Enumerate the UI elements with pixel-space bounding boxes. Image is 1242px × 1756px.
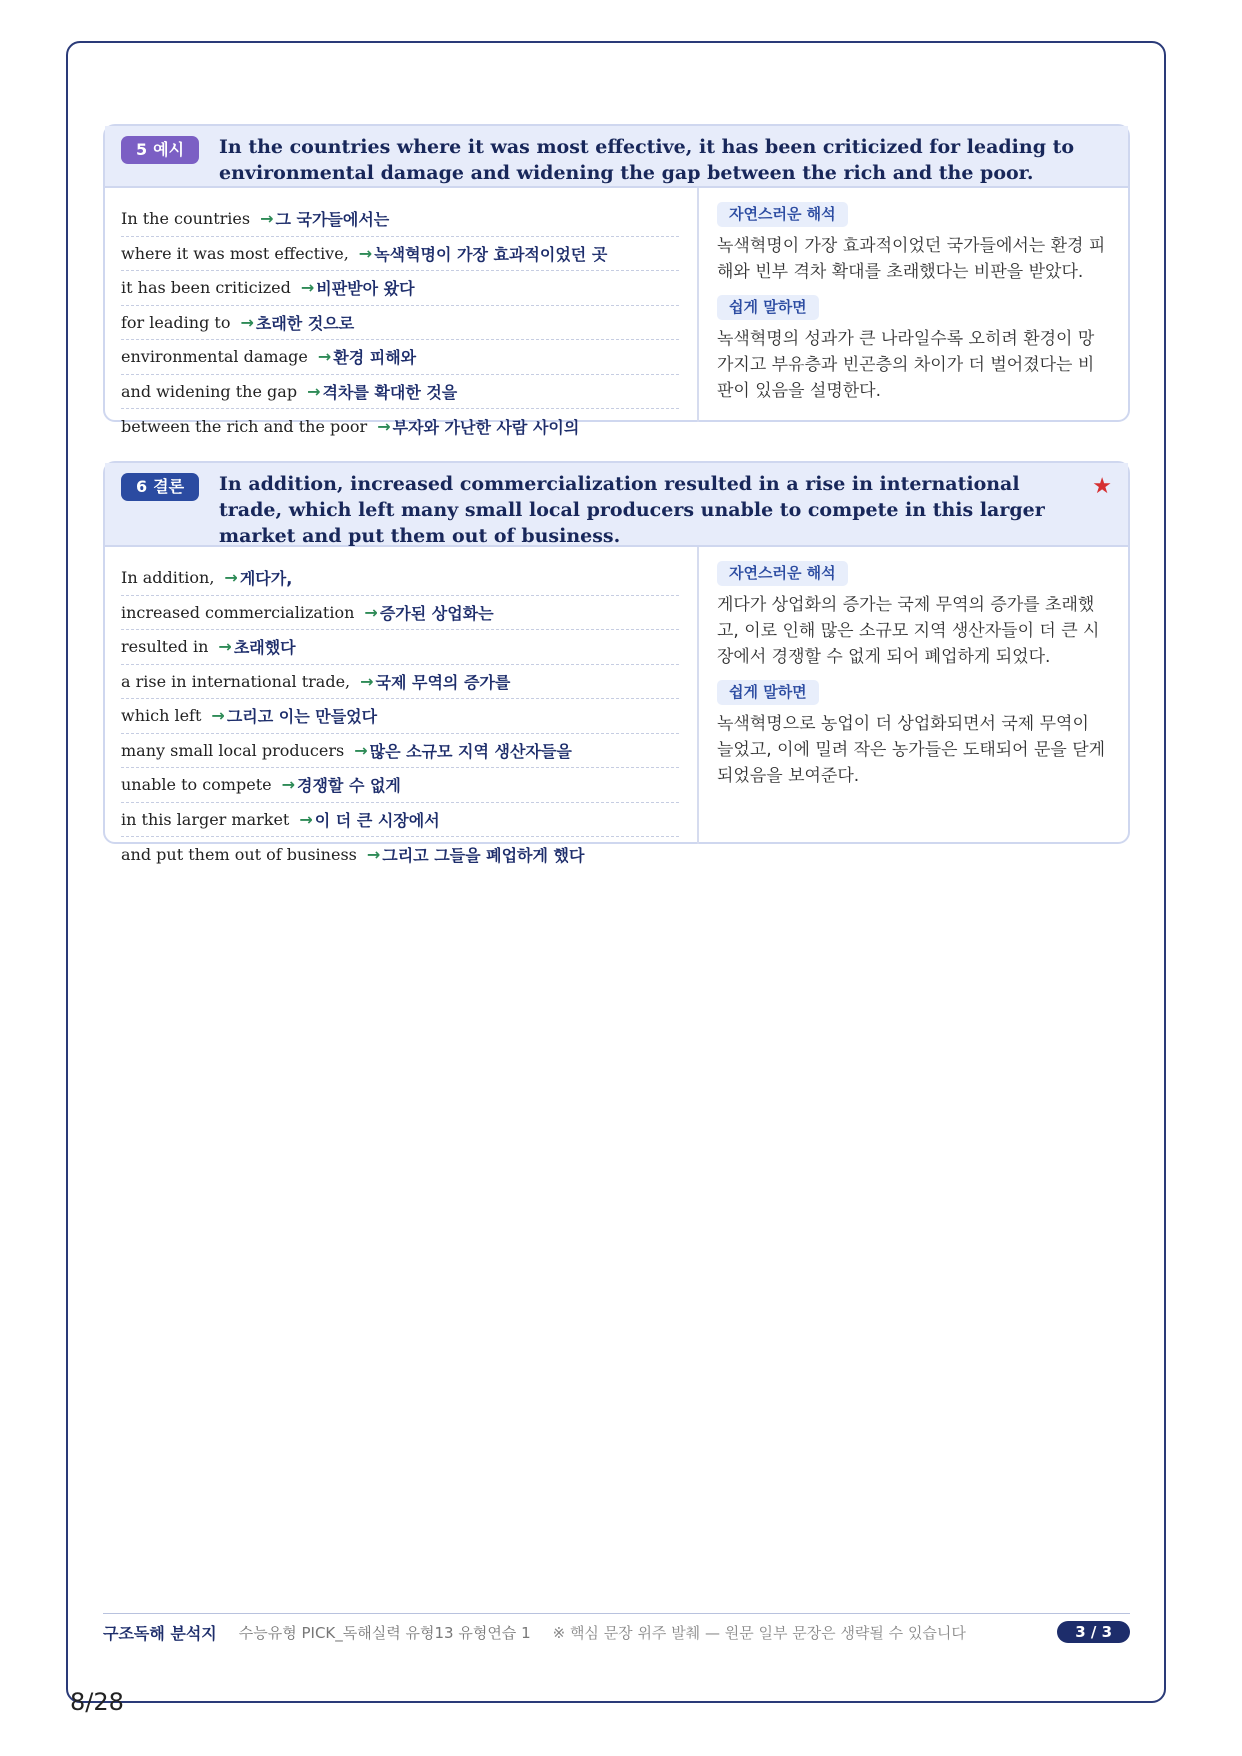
natural-translation-tag: 자연스러운 해석 (717, 561, 848, 586)
analysis-block-6 (103, 461, 1130, 865)
chunk-row: In addition, → 게다가, (121, 561, 679, 596)
arrow-icon: → (300, 278, 315, 298)
chunk-row: which left → 그리고 이는 만들었다 (121, 699, 679, 734)
arrow-icon: → (224, 568, 238, 588)
chunk-row: it has been criticized → 비판받아 왔다 (121, 271, 679, 306)
chunk-row: in this larger market → 이 더 큰 시장에서 (121, 803, 679, 838)
chunk-row: many small local producers → 많은 소규모 지역 생산자들을 (121, 734, 679, 769)
chunk-row: resulted in → 초래했다 (121, 630, 679, 665)
footer-note: ※ 핵심 문장 위주 발췌 — 원문 일부 문장은 생략될 수 있습니다 (552, 1623, 966, 1642)
arrow-icon: → (377, 416, 391, 436)
footer-title: 구조독해 분석지 (103, 1623, 217, 1643)
footer (103, 1617, 1130, 1647)
block-badge: 6 결론 (121, 473, 199, 501)
translation-panel (699, 188, 1128, 422)
translation-panel (699, 547, 1128, 844)
source-sentence: In the countries where it was most effective, it has been criticized for leading to environmental damage and widening the gap between the rich and the poor. (219, 136, 1075, 184)
block-badge: 5 예시 (121, 136, 199, 164)
arrow-icon: → (307, 381, 321, 401)
arrow-icon: → (364, 602, 378, 622)
chunk-row: increased commercialization → 증가된 상업화는 (121, 596, 679, 631)
chunk-row: for leading to → 초래한 것으로 (121, 306, 679, 341)
simple-explanation: 녹색혁명으로 농업이 더 상업화되면서 국제 무역이 늘었고, 이에 밀려 작은 농가들은 도태되어 문을 닫게 되었음을 보여준다. (717, 714, 1106, 786)
arrow-icon: → (281, 775, 295, 795)
star-icon: ★ (1092, 474, 1112, 499)
natural-translation: 녹색혁명이 가장 효과적이었던 국가들에서는 환경 피해와 빈부 격차 확대를 초래했다는 비판을 받았다. (717, 236, 1106, 282)
footer-divider (103, 1613, 1130, 1614)
natural-translation-tag: 자연스러운 해석 (717, 202, 848, 227)
simple-explanation-tag: 쉽게 말하면 (717, 680, 819, 705)
chunk-row: unable to compete → 경쟁할 수 없게 (121, 768, 679, 803)
chunk-row: and widening the gap → 격차를 확대한 것을 (121, 375, 679, 410)
arrow-icon: → (299, 809, 313, 829)
analysis-block-5 (103, 124, 1130, 437)
chunk-row: environmental damage → 환경 피해와 (121, 340, 679, 375)
block-header (105, 463, 1128, 547)
chunk-row: In the countries → 그 국가들에서는 (121, 202, 679, 237)
arrow-icon: → (218, 637, 232, 657)
arrow-icon: → (358, 243, 373, 263)
arrow-icon: → (211, 706, 225, 726)
simple-explanation: 녹색혁명의 성과가 큰 나라일수록 오히려 환경이 망가지고 부유층과 빈곤층의 차이가 더 벌어졌다는 비판이 있음을 설명한다. (717, 329, 1095, 401)
source-sentence: In addition, increased commercialization resulted in a rise in international trade, which left many small local producers unable to compete in this larger market and put them out of business. (219, 473, 1045, 547)
block-header (105, 126, 1128, 188)
natural-translation: 게다가 상업화의 증가는 국제 무역의 증가를 초래했고, 이로 인해 많은 소규모 지역 생산자들이 더 큰 시장에서 경쟁할 수 없게 되어 폐업하게 되었다. (717, 595, 1100, 667)
arrow-icon: → (317, 347, 332, 367)
simple-explanation-tag: 쉽게 말하면 (717, 295, 819, 320)
arrow-icon: → (354, 740, 368, 760)
chunk-row: a rise in international trade, → 국제 무역의 증가를 (121, 665, 679, 700)
chunk-list (105, 547, 699, 865)
chunk-row: and put them out of business → 그리고 그들을 폐업하게 했다 (121, 844, 585, 865)
chunk-row: where it was most effective, → 녹색혁명이 가장 효과적이었던 곳 (121, 237, 679, 272)
arrow-icon: → (360, 671, 374, 691)
chunk-row: between the rich and the poor → 부자와 가난한 사람 사이의 (121, 416, 580, 437)
chunk-list (105, 188, 699, 437)
footer-subtitle: 수능유형 PICK_독해실력 유형13 유형연습 1 (238, 1623, 531, 1642)
page-indicator: 3 / 3 (1057, 1621, 1130, 1643)
arrow-icon: → (240, 312, 254, 332)
arrow-icon: → (260, 209, 274, 229)
document-page-number: 8/28 (70, 1688, 124, 1716)
arrow-icon: → (366, 844, 381, 864)
